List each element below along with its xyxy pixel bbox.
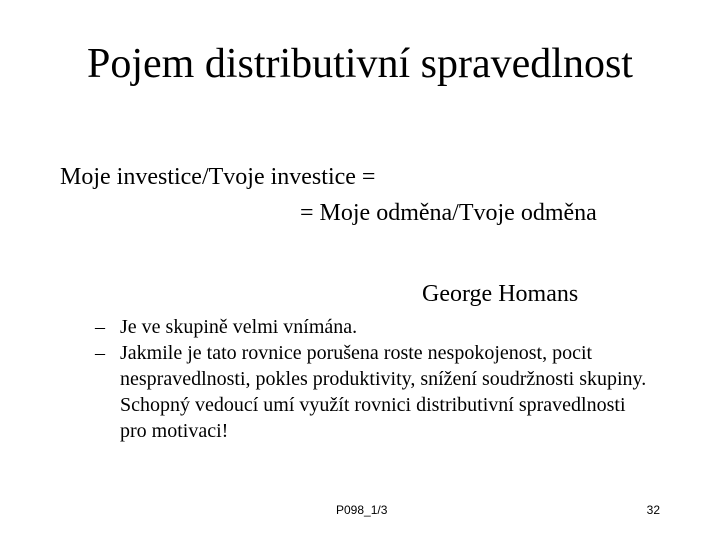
equation-line-1: Moje investice/Tvoje investice = bbox=[60, 164, 376, 190]
bullet-text: Jakmile je tato rovnice porušena roste nespokojenost, pocit nespravedlnosti, pokles produktivity, snížení soudržnosti skupiny. Schopný vedoucí umí využít rovnici distributivní spravedlnosti pro motivaci! bbox=[120, 342, 647, 442]
bullet-dash: – bbox=[95, 342, 105, 364]
footer-code: P098_1/3 bbox=[336, 503, 388, 517]
equation-line-2: = Moje odměna/Tvoje odměna bbox=[300, 200, 597, 226]
bullet-item bbox=[95, 340, 655, 444]
bullet-item bbox=[95, 314, 655, 340]
slide-title: Pojem distributivní spravedlnost bbox=[87, 41, 633, 87]
page-number: 32 bbox=[646, 503, 660, 517]
bullet-text: Je ve skupině velmi vnímána. bbox=[120, 316, 358, 338]
bullet-dash: – bbox=[95, 316, 105, 338]
bullet-list bbox=[95, 314, 655, 444]
author-attribution: George Homans bbox=[422, 281, 579, 307]
